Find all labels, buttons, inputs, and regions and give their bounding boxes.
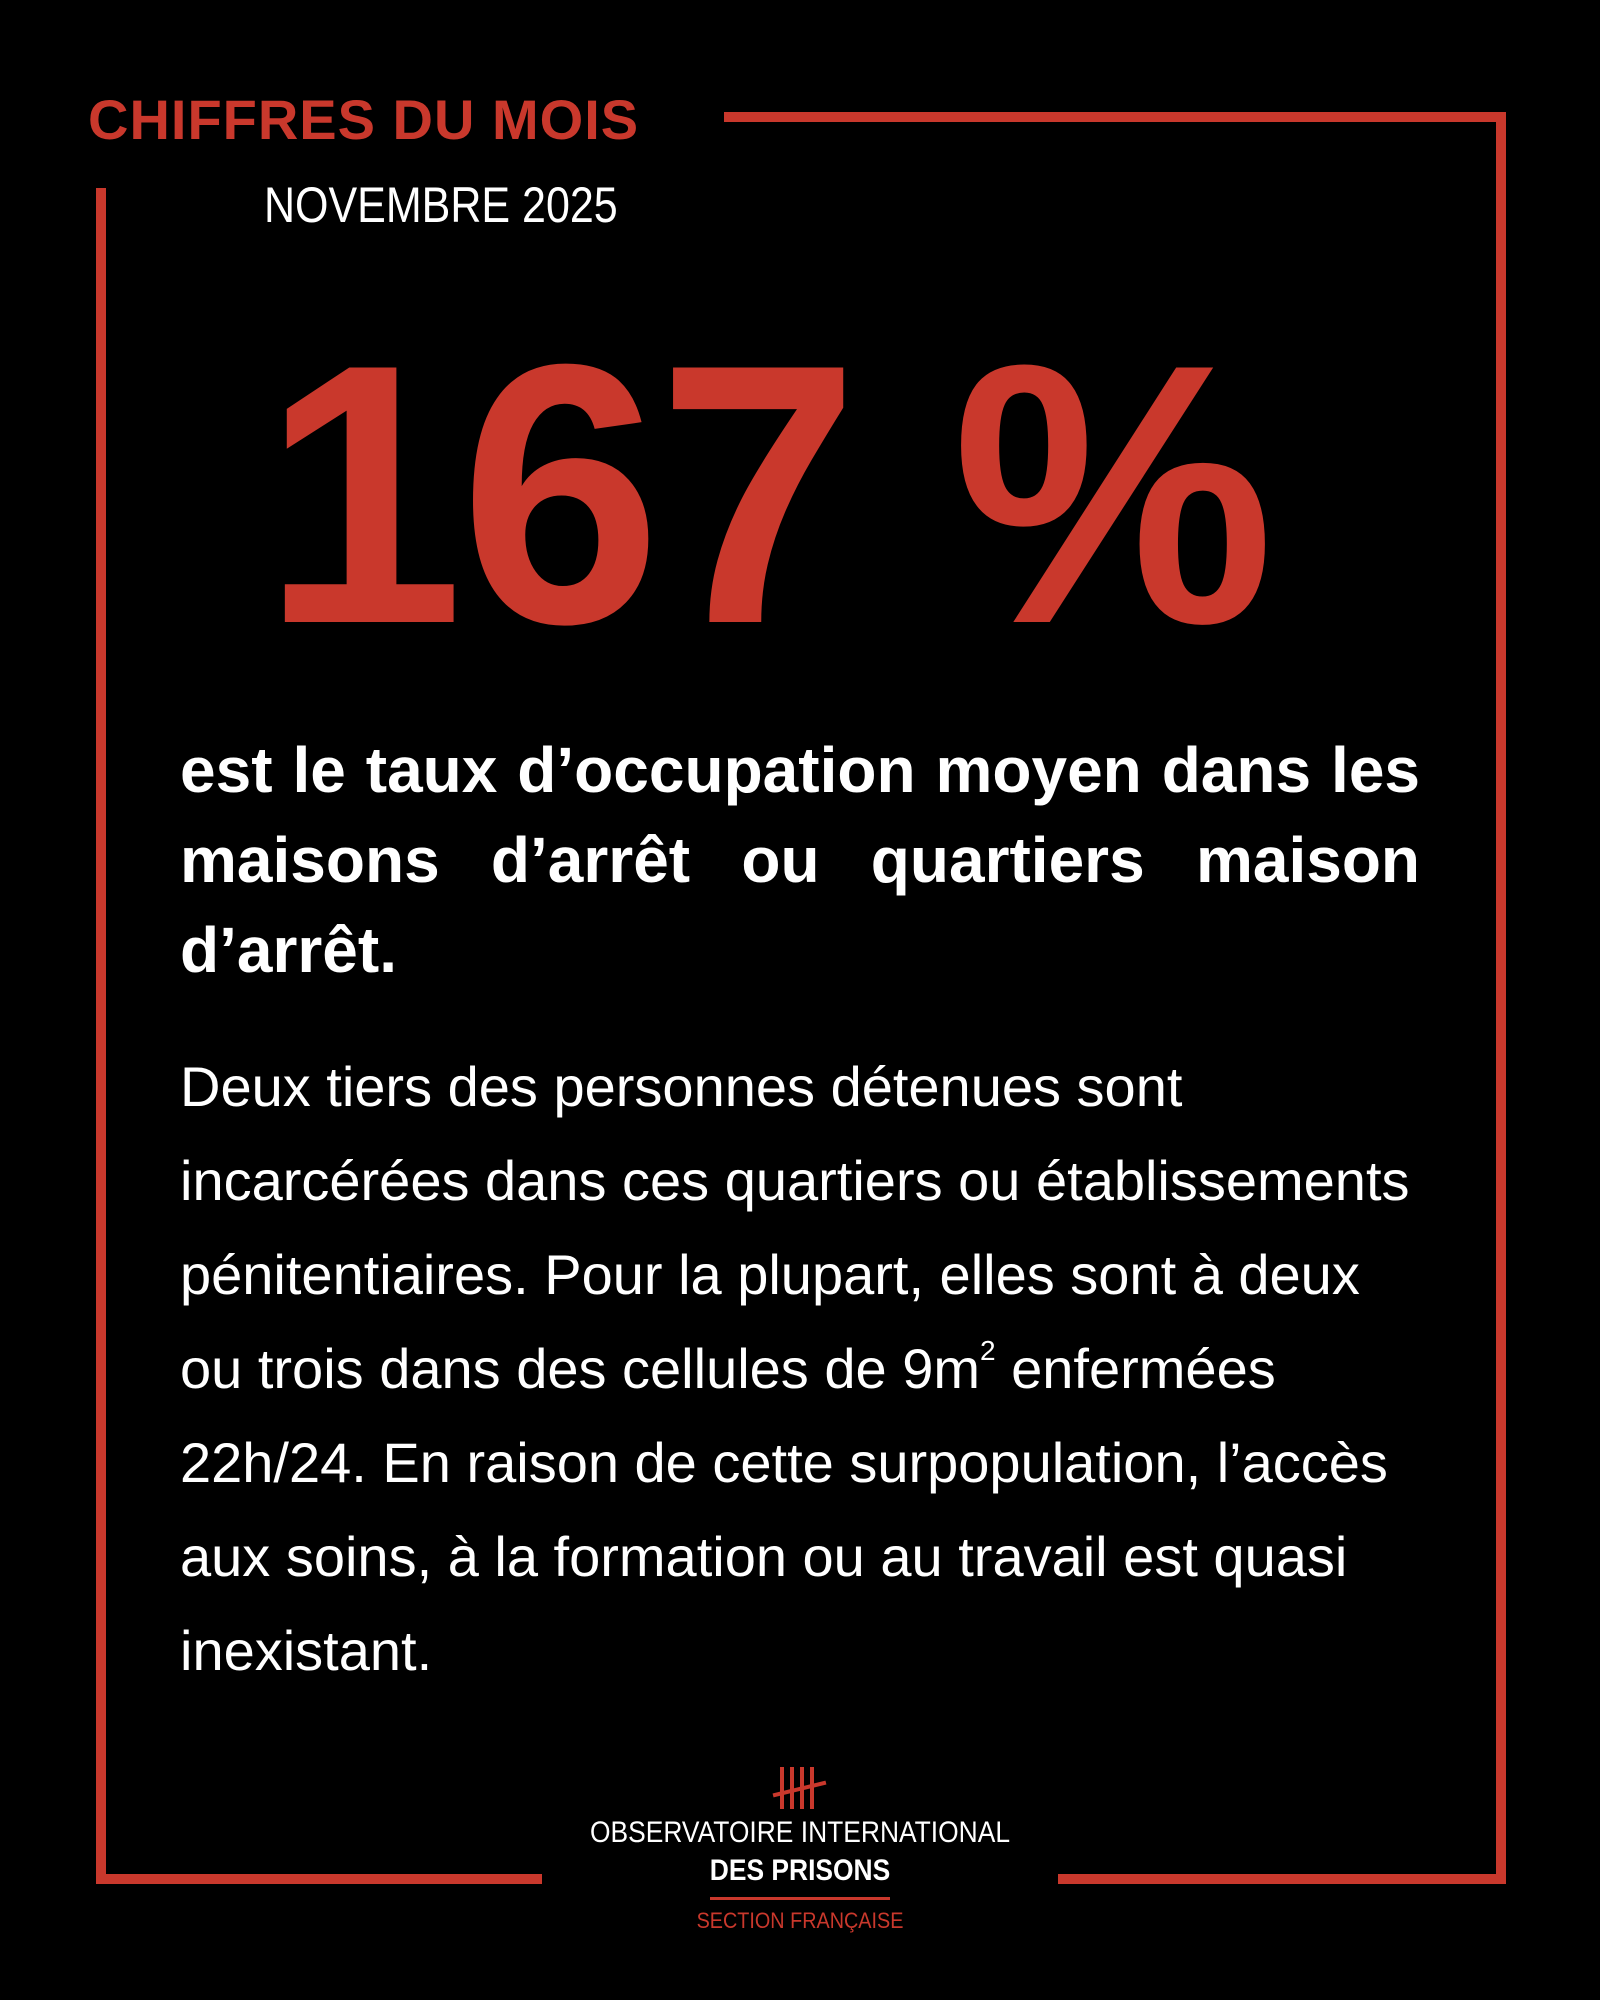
body-text-part-1: Deux tiers des personnes détenues sont incarcérées dans ces quartiers ou établissements pénitentiaires. Pour la plupart, elles sont à deux ou trois dans des cellules de 9m xyxy=(180,1055,1410,1400)
logo-text-line2: DES PRISONS xyxy=(709,1854,891,1887)
logo-divider xyxy=(710,1897,890,1900)
frame-top-line xyxy=(724,112,1506,122)
header-title: CHIFFRES DU MOIS xyxy=(88,88,640,151)
frame-right-line xyxy=(1496,112,1506,1884)
body-paragraph xyxy=(180,1040,1420,1698)
oip-logo xyxy=(520,1765,1080,1936)
headline-lead-text: est le taux d’occupation moyen dans les maisons d’arrêt ou quartiers maison d’arrêt. xyxy=(180,734,1420,986)
body-text-part-2: enfermées 22h/24. En raison de cette surpopulation, l’accès aux soins, à la formation ou au travail est quasi inexistant. xyxy=(180,1337,1388,1682)
logo-text-line3: SECTION FRANÇAISE xyxy=(696,1908,904,1933)
logo-text-line1: OBSERVATOIRE INTERNATIONAL xyxy=(589,1816,1011,1849)
frame-bottom-right-line xyxy=(1058,1874,1506,1884)
frame-bottom-left-line xyxy=(96,1874,542,1884)
body-superscript: 2 xyxy=(980,1335,996,1366)
frame-left-line xyxy=(96,188,106,1884)
headline-figure: 167 % xyxy=(262,288,1271,701)
tally-marks-icon xyxy=(772,1765,828,1811)
header-subtitle: NOVEMBRE 2025 xyxy=(264,177,618,233)
